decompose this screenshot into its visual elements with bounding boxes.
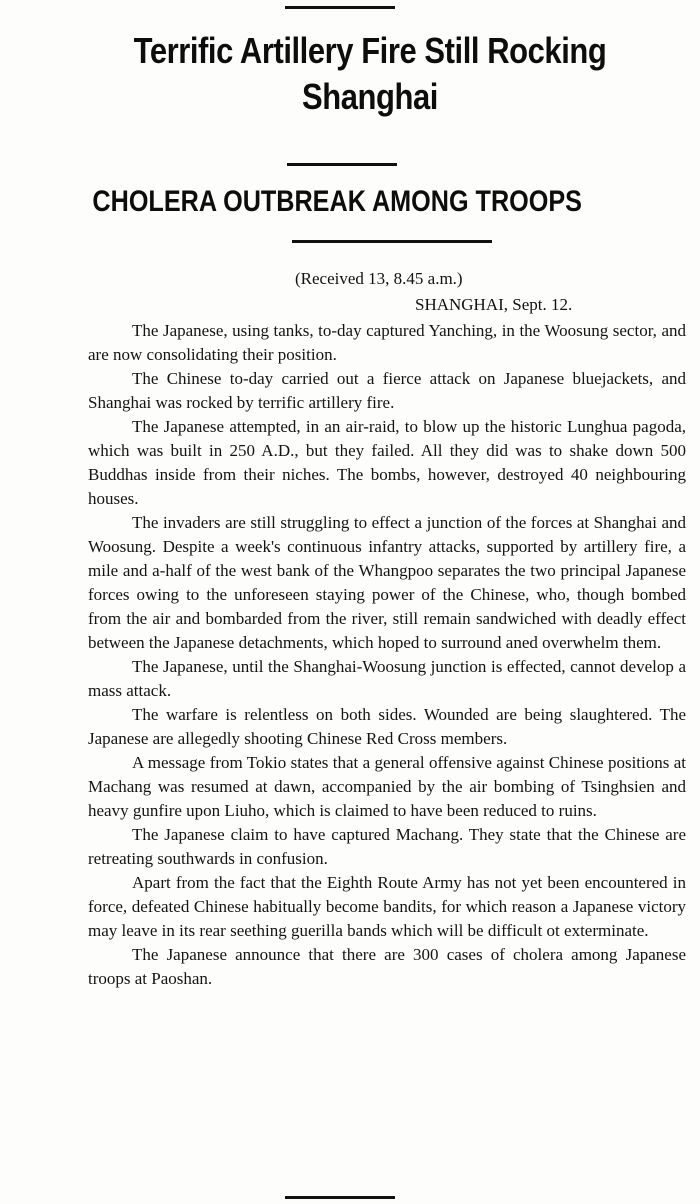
article-body xyxy=(88,319,686,991)
subheadline: CHOLERA OUTBREAK AMONG TROOPS xyxy=(92,185,582,218)
paragraph: The Japanese, until the Shanghai-Woosung junction is effected, cannot develop a mass attack. xyxy=(88,657,686,700)
top-rule xyxy=(285,6,395,9)
paragraph: The Japanese announce that there are 300 cases of cholera among Japanese troops at Paoshan. xyxy=(88,945,686,988)
bottom-rule xyxy=(285,1196,395,1199)
headline: Terrific Artillery Fire Still Rocking Shanghai xyxy=(133,30,607,117)
paragraph: The warfare is relentless on both sides. Wounded are being slaughtered. The Japanese are allegedly shooting Chinese Red Cross members. xyxy=(88,705,686,748)
paragraph: The Japanese, using tanks, to-day captured Yanching, in the Woosung sector, and are now consolidating their position. xyxy=(88,321,686,364)
headline-rule xyxy=(287,163,397,166)
paragraph: The Japanese claim to have captured Machang. They state that the Chinese are retreating southwards in confusion. xyxy=(88,825,686,868)
paragraph: Apart from the fact that the Eighth Route Army has not yet been encountered in force, defeated Chinese habitually become bandits, for which reason a Japanese victory may leave in its rear seething guerilla bands which will be difficult ot exterminate. xyxy=(88,873,686,940)
dateline: SHANGHAI, Sept. 12. xyxy=(415,295,573,314)
paragraph: The invaders are still struggling to effect a junction of the forces at Shanghai and Woosung. Despite a week's continuous infantry attacks, supported by artillery fire, a mile and a-half of the west bank of the Whangpoo separates the two principal Japanese forces owing to the unforeseen staying power of the Chinese, who, though bombed from the air and bombarded from the river, still remain sandwiched with deadly effect between the Japanese detachments, which hoped to surround aned overwhelm them. xyxy=(88,513,686,652)
paragraph: The Japanese attempted, in an air-raid, to blow up the historic Lunghua pagoda, which was built in 250 A.D., but they failed. All they did was to shake down 500 Buddhas inside from their niches. The bombs, however, destroyed 40 neighbouring houses. xyxy=(88,417,686,508)
received-time: (Received 13, 8.45 a.m.) xyxy=(295,269,463,288)
paragraph: A message from Tokio states that a general offensive against Chinese positions at Machang was resumed at dawn, accompanied by the air bombing of Tsinghsien and heavy gunfire upon Liuho, which is claimed to have been reduced to ruins. xyxy=(88,753,686,820)
paragraph: The Chinese to-day carried out a fierce attack on Japanese bluejackets, and Shanghai was rocked by terrific artillery fire. xyxy=(88,369,686,412)
subhead-rule xyxy=(292,240,492,243)
